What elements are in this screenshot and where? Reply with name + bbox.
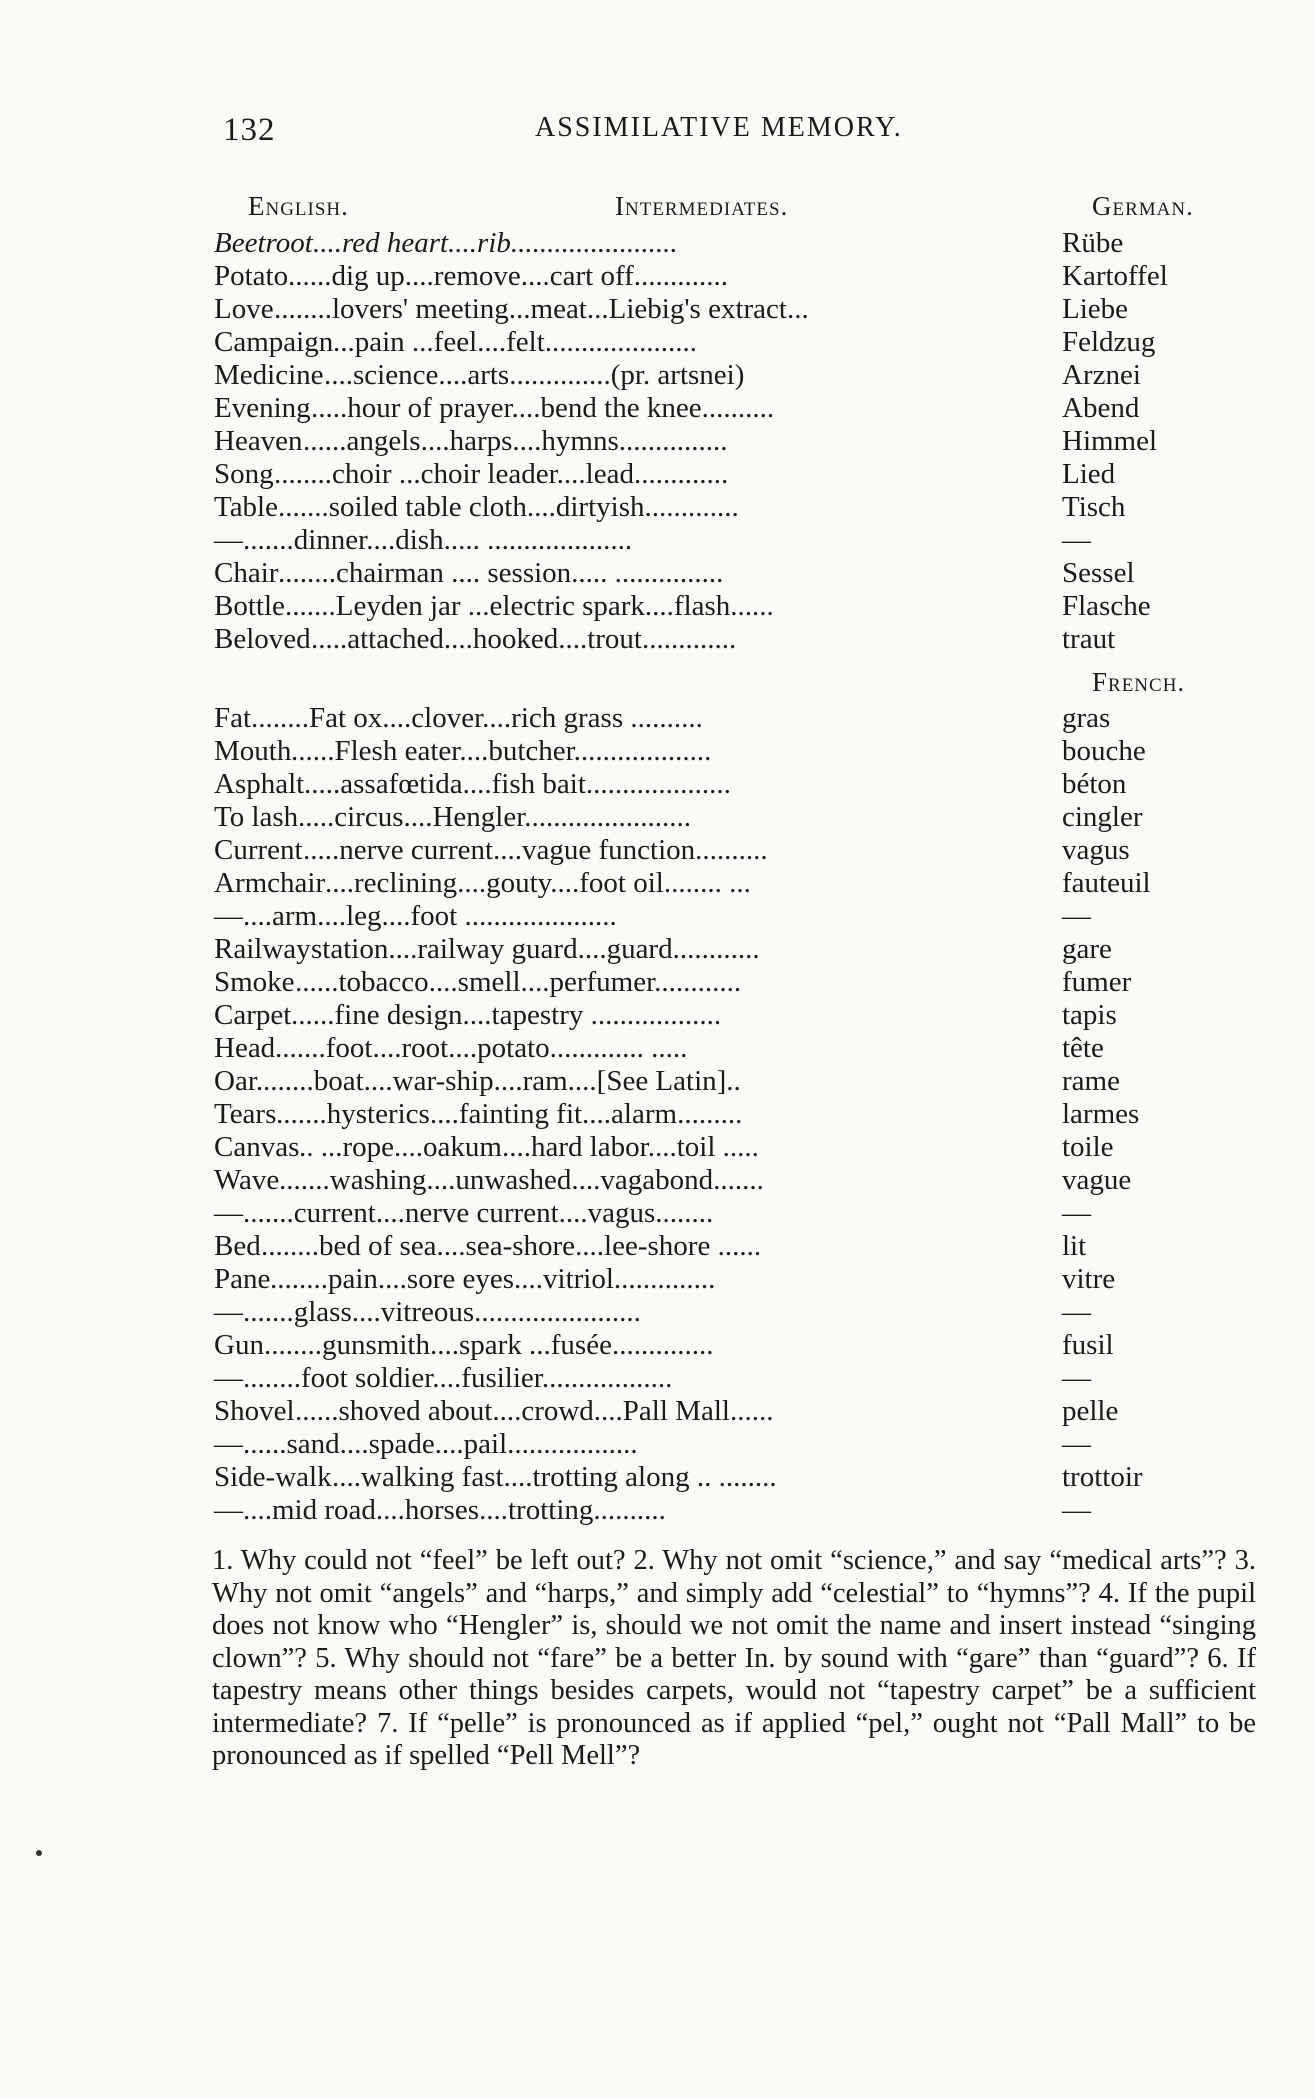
- english-word: Song: [214, 458, 274, 490]
- english-word: Shovel: [214, 1395, 295, 1427]
- english-word: Pane: [214, 1263, 271, 1295]
- english-word: Side-walk: [214, 1461, 332, 1493]
- target-word: Kartoffel: [1062, 260, 1168, 292]
- target-word: Tisch: [1062, 491, 1126, 523]
- target-word: —: [1062, 1494, 1091, 1526]
- table-row: [214, 260, 1234, 293]
- table-row: [214, 1197, 1234, 1230]
- table-row: [214, 326, 1234, 359]
- intermediate-chain: ....walking fast....trotting along .. ........: [332, 1461, 777, 1493]
- target-word: vagus: [1062, 834, 1130, 866]
- target-word: —: [1062, 1197, 1091, 1229]
- english-word: —: [214, 524, 243, 556]
- english-word: Bottle: [214, 590, 285, 622]
- english-word: Mouth: [214, 735, 292, 767]
- table-row: [214, 1494, 1234, 1527]
- table-row: [214, 1098, 1234, 1131]
- intermediate-chain: ......sand....spade....pail..................: [243, 1428, 638, 1460]
- english-word: Bed: [214, 1230, 261, 1262]
- table-row: [214, 425, 1234, 458]
- column-heading-english: English.: [248, 191, 349, 221]
- table-row: [214, 392, 1234, 425]
- english-word: Campaign: [214, 326, 334, 358]
- english-word: —: [214, 900, 243, 932]
- table-row: [214, 834, 1234, 867]
- english-word: —: [214, 1428, 243, 1460]
- intermediate-chain: ....science....arts..............(pr. artsnei): [324, 359, 745, 391]
- english-word: —: [214, 1296, 243, 1328]
- english-word: Fat: [214, 702, 252, 734]
- english-word: Tears: [214, 1098, 277, 1130]
- english-word: Carpet: [214, 999, 292, 1031]
- table-row: [214, 1131, 1234, 1164]
- table-row: [214, 1362, 1234, 1395]
- target-word: Arznei: [1062, 359, 1141, 391]
- intermediate-chain: .......glass....vitreous.......................: [243, 1296, 641, 1328]
- intermediate-chain: .....attached....hooked....trout.............: [311, 623, 737, 655]
- english-word: Potato: [214, 260, 289, 292]
- target-word: fumer: [1062, 966, 1132, 998]
- table-row: [214, 227, 1234, 260]
- intermediate-chain: .......Leyden jar ...electric spark....flash......: [285, 590, 774, 622]
- table-row: [214, 702, 1234, 735]
- target-word: Sessel: [1062, 557, 1135, 589]
- target-word: Rübe: [1062, 227, 1124, 259]
- table-row: [214, 557, 1234, 590]
- page-number: 132: [223, 112, 276, 148]
- intermediate-chain: .......soiled table cloth....dirtyish.............: [278, 491, 739, 523]
- table-row: [214, 966, 1234, 999]
- english-word: Beetroot: [214, 227, 313, 259]
- target-word: tête: [1062, 1032, 1104, 1064]
- target-word: cingler: [1062, 801, 1143, 833]
- table-row: [214, 801, 1234, 834]
- target-word: —: [1062, 900, 1091, 932]
- intermediate-chain: ......fine design....tapestry ..................: [291, 999, 722, 1031]
- intermediate-chain: .......boat....war-ship....ram....[See Latin]..: [263, 1065, 741, 1097]
- intermediate-chain: ........gunsmith....spark ...fusée..............: [264, 1329, 714, 1361]
- english-word: Smoke: [214, 966, 295, 998]
- english-word: Oar.: [214, 1065, 264, 1097]
- english-word: Current: [214, 834, 303, 866]
- table-row: [214, 1428, 1234, 1461]
- target-word: gare: [1062, 933, 1112, 965]
- intermediate-chain: ....mid road....horses....trotting..........: [243, 1494, 666, 1526]
- english-word: —: [214, 1362, 243, 1394]
- table-row: [214, 491, 1234, 524]
- target-word: toile: [1062, 1131, 1114, 1163]
- margin-speck: [36, 1850, 42, 1856]
- table-row: [214, 1065, 1234, 1098]
- intermediate-chain: ......dig up....remove....cart off.............: [288, 260, 729, 292]
- table-row: [214, 359, 1234, 392]
- english-word: Beloved: [214, 623, 311, 655]
- intermediate-chain: ......shoved about....crowd....Pall Mall......: [295, 1395, 774, 1427]
- table-row: [214, 1395, 1234, 1428]
- intermediate-chain: ...pain ...feel....felt.....................: [333, 326, 698, 358]
- target-word: Himmel: [1062, 425, 1158, 457]
- intermediate-chain: ......angels....harps....hymns...............: [303, 425, 728, 457]
- french-section-heading: French.: [1092, 667, 1186, 697]
- target-word: bouche: [1062, 735, 1146, 767]
- table-row: [214, 590, 1234, 623]
- english-word: Railway: [214, 933, 311, 965]
- running-title: ASSIMILATIVE MEMORY.: [535, 112, 903, 143]
- intermediate-chain: .. ...rope....oakum....hard labor....toil .....: [299, 1131, 759, 1163]
- intermediate-chain: .....hour of prayer....bend the knee..........: [311, 392, 775, 424]
- table-row: [214, 1164, 1234, 1197]
- english-word: Medicine: [214, 359, 324, 391]
- intermediate-chain: station....railway guard....guard............: [311, 933, 760, 965]
- english-word: Canvas: [214, 1131, 300, 1163]
- english-word: Gun: [214, 1329, 264, 1361]
- english-word: —: [214, 1494, 243, 1526]
- intermediate-chain: ........Fat ox....clover....rich grass ..........: [251, 702, 703, 734]
- intermediate-chain: .......current....nerve current....vagus........: [243, 1197, 714, 1229]
- target-word: béton: [1062, 768, 1127, 800]
- english-word: Love: [214, 293, 274, 325]
- intermediate-chain: ........lovers' meeting...meat...Liebig's extract...: [274, 293, 809, 325]
- table-row: [214, 900, 1234, 933]
- intermediate-chain: ........foot soldier....fusilier..................: [243, 1362, 673, 1394]
- target-word: Feldzug: [1062, 326, 1156, 358]
- intermediate-chain: ........pain....sore eyes....vitriol..............: [270, 1263, 716, 1295]
- english-word: To lash: [214, 801, 299, 833]
- english-word: Head: [214, 1032, 276, 1064]
- intermediate-chain: .....nerve current....vague function..........: [303, 834, 768, 866]
- target-word: —: [1062, 1428, 1091, 1460]
- target-word: traut: [1062, 623, 1116, 655]
- target-word: tapis: [1062, 999, 1117, 1031]
- target-word: gras: [1062, 702, 1111, 734]
- intermediate-chain: ......Flesh eater....butcher...................: [291, 735, 712, 767]
- target-word: trottoir: [1062, 1461, 1143, 1493]
- intermediate-chain: ........bed of sea....sea-shore....lee-shore ......: [261, 1230, 762, 1262]
- target-word: Lied: [1062, 458, 1116, 490]
- target-word: fauteuil: [1062, 867, 1151, 899]
- english-word: Asphalt: [214, 768, 305, 800]
- target-word: vitre: [1062, 1263, 1116, 1295]
- table-row: [214, 1032, 1234, 1065]
- target-word: Abend: [1062, 392, 1140, 424]
- table-row: [214, 1329, 1234, 1362]
- target-word: pelle: [1062, 1395, 1119, 1427]
- english-word: Chair: [214, 557, 279, 589]
- table-row: [214, 1296, 1234, 1329]
- intermediate-chain: .......foot....root....potato............. .....: [275, 1032, 688, 1064]
- target-word: —: [1062, 1362, 1091, 1394]
- english-word: Evening: [214, 392, 311, 424]
- english-word: —: [214, 1197, 243, 1229]
- column-heading-intermediates: Intermediates.: [615, 191, 789, 221]
- target-word: rame: [1062, 1065, 1120, 1097]
- column-heading-german: German.: [1092, 191, 1194, 221]
- target-word: Liebe: [1062, 293, 1129, 325]
- table-row: [214, 735, 1234, 768]
- target-word: larmes: [1062, 1098, 1140, 1130]
- english-word: Table: [214, 491, 278, 523]
- target-word: vague: [1062, 1164, 1132, 1196]
- table-row: [214, 768, 1234, 801]
- intermediate-chain: .......dinner....dish..... ....................: [243, 524, 633, 556]
- table-row: [214, 293, 1234, 326]
- intermediate-chain: ......tobacco....smell....perfumer............: [295, 966, 742, 998]
- table-row: [214, 1461, 1234, 1494]
- table-row: [214, 1230, 1234, 1263]
- table-row: [214, 867, 1234, 900]
- intermediate-chain: .....assafœtida....fish bait....................: [304, 768, 731, 800]
- intermediate-chain: ........chairman .... session..... ...............: [278, 557, 724, 589]
- table-row: [214, 999, 1234, 1032]
- intermediate-chain: .......hysterics....fainting fit....alarm.........: [276, 1098, 743, 1130]
- target-word: —: [1062, 1296, 1091, 1328]
- review-questions: 1. Why could not “feel” be left out? 2. Why not omit “science,” and say “medical arts”? 3. Why not omit “angels” and “harps,” and simply add “celestial” to “hymns”? 4. If the pupil does not know who “Hengler” is, should we not omit the name and insert instead “singing clown”? 5. Why should not “fare” be a better In. by sound with “gare” than “guard”? 6. If tapestry means other things besides carpets, would not “tapestry carpet” be a sufficient intermediate? 7. If “pelle” is pronounced as if applied “pel,” ought not “Pall Mall” to be pronounced as if spelled “Pell Mell”?: [212, 1545, 1256, 1771]
- intermediate-chain: ....red heart....rib.......................: [313, 227, 678, 259]
- target-word: lit: [1062, 1230, 1087, 1262]
- english-word: Heaven: [214, 425, 303, 457]
- intermediate-chain: ....reclining....gouty....foot oil........ ...: [325, 867, 751, 899]
- table-row: [214, 933, 1234, 966]
- table-row: [214, 623, 1234, 656]
- intermediate-chain: .......washing....unwashed....vagabond.......: [279, 1164, 764, 1196]
- target-word: Flasche: [1062, 590, 1151, 622]
- table-row: [214, 524, 1234, 557]
- english-word: Armchair: [214, 867, 326, 899]
- target-word: fusil: [1062, 1329, 1114, 1361]
- table-row: [214, 1263, 1234, 1296]
- table-row: [214, 458, 1234, 491]
- target-word: —: [1062, 524, 1091, 556]
- intermediate-chain: ....arm....leg....foot .....................: [243, 900, 617, 932]
- intermediate-chain: .....circus....Hengler.......................: [298, 801, 692, 833]
- intermediate-chain: ........choir ...choir leader....lead.............: [274, 458, 729, 490]
- english-word: Wave: [214, 1164, 280, 1196]
